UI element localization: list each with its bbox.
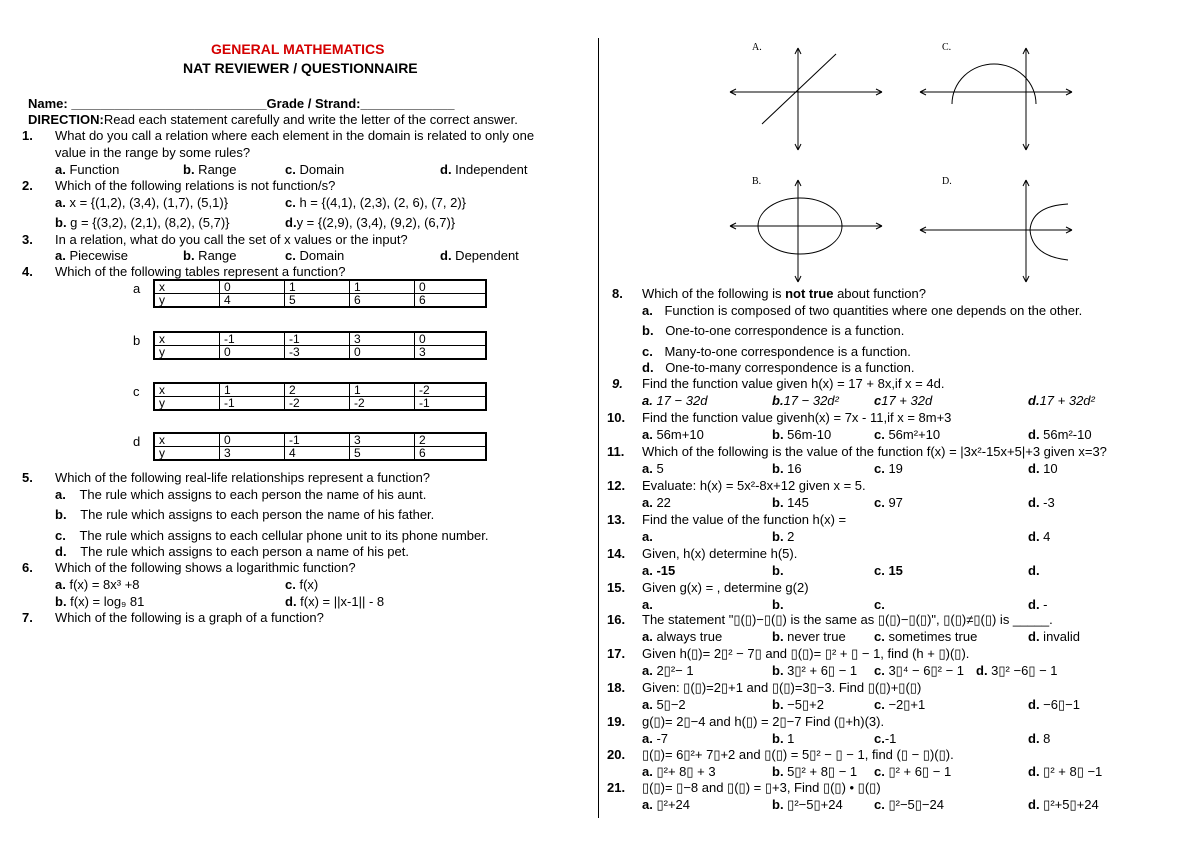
column-divider (598, 38, 599, 818)
choice-b: b. f(x) = log₉ 81 (55, 594, 145, 609)
choice-b: b. 56m-10 (772, 427, 832, 442)
choice-d: d. ▯² + 8▯ −1 (1028, 764, 1103, 779)
choice-a: a. The rule which assigns to each person the name of his aunt. (55, 487, 427, 502)
graph-label-a: A. (752, 42, 762, 53)
question-18-text: Given: ▯(▯)=2▯+1 and ▯(▯)=3▯−3. Find ▯(▯)+▯(▯) (642, 680, 922, 695)
name-grade-line: Name: ___________________________Grade / Strand:_____________ (28, 96, 455, 111)
table-row: y 3 4 5 6 (154, 447, 486, 461)
question-1-text-line2: value in the range by some rules? (55, 145, 251, 160)
question-12-text: Evaluate: h(x) = 5x²-8x+12 given x = 5. (642, 478, 866, 493)
question-number: 17. (607, 646, 626, 661)
table-row: y 0 -3 0 3 (154, 346, 486, 360)
question-number: 16. (607, 612, 626, 627)
question-16-text: The statement "▯(▯)−▯(▯) is the same as ▯(▯)−▯(▯)", ▯(▯)≠▯(▯) is _____. (642, 612, 1053, 627)
question-number: 7. (22, 610, 33, 625)
table-row: x 0 -1 3 2 (154, 433, 486, 447)
choice-c: c. ▯²−5▯−24 (874, 797, 944, 812)
choice-c: c. 15 (874, 563, 903, 578)
choice-b: b. 1 (772, 731, 795, 746)
choice-b: b. 16 (772, 461, 802, 476)
choice-a: a. 5▯−2 (642, 697, 686, 712)
choice-c: c. 19 (874, 461, 903, 476)
question-9-text: Find the function value given h(x) = 17 + 8x,if x = 4d. (642, 376, 945, 391)
choice-b: b. Range (183, 162, 237, 177)
choice-a: a. (642, 529, 653, 544)
choice-d: d. One-to-many correspondence is a function. (642, 360, 915, 375)
question-number: 13. (607, 512, 626, 527)
question-1-text-line1: What do you call a relation where each element in the domain is related to only one (55, 128, 535, 143)
choice-c: c. ▯² + 6▯ − 1 (874, 764, 952, 779)
choice-d: d.y = {(2,9), (3,4), (9,2), (6,7)} (285, 215, 456, 230)
choice-c: c. 56m²+10 (874, 427, 941, 442)
choice-d: d. 10 (1028, 461, 1058, 476)
choice-d: d. Independent (440, 162, 528, 177)
function-table-a (153, 279, 487, 308)
choice-d: d. 4 (1028, 529, 1051, 544)
question-number: 8. (612, 286, 623, 301)
choice-c: c. sometimes true (874, 629, 978, 644)
question-6-text: Which of the following shows a logarithmic function? (55, 560, 356, 575)
graph-label-b: B. (752, 176, 762, 187)
choice-c: c.-1 (874, 731, 897, 746)
choice-a: a. 17 − 32d (642, 393, 708, 408)
choice-a: a. Function is composed of two quantities where one depends on the other. (642, 303, 1083, 318)
choice-b: b. (772, 563, 784, 578)
choice-b: b.17 − 32d² (772, 393, 839, 408)
choice-d: d.17 + 32d² (1028, 393, 1095, 408)
choice-c: c. h = {(4,1), (2,3), (2, 6), (7, 2)} (285, 195, 466, 210)
question-number: 11. (607, 444, 625, 459)
question-10-text: Find the function value givenh(x) = 7x - 11,if x = 8m+3 (642, 410, 952, 425)
choice-c: c. Many-to-one correspondence is a function. (642, 344, 911, 359)
question-2-text: Which of the following relations is not function/s? (55, 178, 336, 193)
choice-a: a. -7 (642, 731, 669, 746)
choice-b: b. 5▯² + 8▯ − 1 (772, 764, 858, 779)
choice-a: a. always true (642, 629, 723, 644)
function-table-c (153, 382, 487, 411)
graph-c (916, 44, 1076, 154)
table-label: d (133, 434, 141, 449)
choice-d: d. (1028, 563, 1040, 578)
choice-a: a. 2▯²− 1 (642, 663, 694, 678)
choice-b: b. never true (772, 629, 846, 644)
choice-d: d. 3▯² −6▯ − 1 (976, 663, 1058, 678)
choice-a: a. 22 (642, 495, 671, 510)
question-number: 14. (607, 546, 626, 561)
choice-a: a. x = {(1,2), (3,4), (1,7), (5,1)} (55, 195, 229, 210)
question-17-text: Given h(▯)= 2▯² − 7▯ and ▯(▯)= ▯² + ▯ − 1, find (h + ▯)(▯). (642, 646, 970, 661)
question-number: 6. (22, 560, 33, 575)
choice-c: c. Domain (285, 248, 345, 263)
table-row: y 4 5 6 6 (154, 294, 486, 308)
choice-d: d. invalid (1028, 629, 1081, 644)
choice-c: c. f(x) (285, 577, 319, 592)
choice-b: b. 145 (772, 495, 809, 510)
choice-b: b. ▯²−5▯+24 (772, 797, 843, 812)
question-number: 10. (607, 410, 626, 425)
question-number: 21. (607, 780, 626, 795)
choice-d: d. 8 (1028, 731, 1051, 746)
document-subtitle: NAT REVIEWER / QUESTIONNAIRE (183, 60, 418, 76)
function-table-b (153, 331, 487, 360)
choice-d: d. The rule which assigns to each person a name of his pet. (55, 544, 409, 559)
direction (28, 112, 518, 127)
graph-d (916, 176, 1076, 286)
choice-c: c. The rule which assigns to each cellular phone unit to its phone number. (55, 528, 489, 543)
choice-d: d. -3 (1028, 495, 1055, 510)
choice-c: c. (874, 597, 885, 612)
choice-b: b. g = {(3,2), (2,1), (8,2), (5,7)} (55, 215, 230, 230)
question-20-text: ▯(▯)= 6▯²+ 7▯+2 and ▯(▯) = 5▯² − ▯ − 1, find (▯ − ▯)(▯). (642, 747, 954, 762)
choice-b: b. The rule which assigns to each person the name of his father. (55, 507, 435, 522)
choice-b: b. Range (183, 248, 237, 263)
question-number: 1. (22, 128, 33, 143)
question-number: 3. (22, 232, 33, 247)
question-3-text: In a relation, what do you call the set of x values or the input? (55, 232, 408, 247)
choice-a: a. ▯²+24 (642, 797, 690, 812)
question-4-text: Which of the following tables represent a function? (55, 264, 346, 279)
choice-c: c. Domain (285, 162, 345, 177)
choice-d: d. ▯²+5▯+24 (1028, 797, 1099, 812)
choice-d: d. 56m²-10 (1028, 427, 1092, 442)
function-table-d (153, 432, 487, 461)
choice-b: b. 2 (772, 529, 795, 544)
document-title: GENERAL MATHEMATICS (211, 41, 385, 57)
choice-c: c. 3▯⁴ − 6▯² − 1 (874, 663, 964, 678)
choice-c: c. 97 (874, 495, 903, 510)
graph-b (726, 176, 886, 286)
question-number: 12. (607, 478, 626, 493)
choice-a: a. 5 (642, 461, 664, 476)
question-7-text: Which of the following is a graph of a function? (55, 610, 324, 625)
choice-b: b. (772, 597, 784, 612)
choice-a: a. 56m+10 (642, 427, 704, 442)
direction-label: DIRECTION: (28, 112, 104, 127)
question-number: 19. (607, 714, 626, 729)
choice-c: c. −2▯+1 (874, 697, 926, 712)
table-label: a (133, 281, 141, 296)
direction-text: Read each statement carefully and write the letter of the correct answer. (103, 112, 518, 127)
table-label: b (133, 333, 141, 348)
choice-a: a. Piecewise (55, 248, 128, 263)
question-number: 2. (22, 178, 33, 193)
choice-a: a. Function (55, 162, 120, 177)
question-number: 15. (607, 580, 626, 595)
question-13-text: Find the value of the function h(x) = (642, 512, 847, 527)
question-number: 18. (607, 680, 626, 695)
question-15-text: Given g(x) = , determine g(2) (642, 580, 809, 595)
table-row: x 1 2 1 -2 (154, 383, 486, 397)
choice-d: d. f(x) = ||x-1|| - 8 (285, 594, 385, 609)
choice-d: d. Dependent (440, 248, 519, 263)
choice-c: c17 + 32d (874, 393, 933, 408)
question-number: 9. (612, 376, 623, 391)
question-5-text: Which of the following real-life relationships represent a function? (55, 470, 431, 485)
choice-a: a. ▯²+ 8▯ + 3 (642, 764, 716, 779)
choice-b: b. 3▯² + 6▯ − 1 (772, 663, 858, 678)
choice-a: a. (642, 597, 653, 612)
table-label: c (133, 384, 140, 399)
choice-a: a. -15 (642, 563, 676, 578)
table-row: x 0 1 1 0 (154, 280, 486, 294)
question-21-text: ▯(▯)= ▯−8 and ▯(▯) = ▯+3, Find ▯(▯) • ▯(▯) (642, 780, 881, 795)
choice-a: a. f(x) = 8x³ +8 (55, 577, 140, 592)
question-8-text: Which of the following is not true about function? (642, 286, 926, 301)
table-row: x -1 -1 3 0 (154, 332, 486, 346)
question-14-text: Given, h(x) determine h(5). (642, 546, 798, 561)
question-number: 4. (22, 264, 33, 279)
choice-d: d. - (1028, 597, 1048, 612)
graph-label-c: C. (942, 42, 952, 53)
graph-label-d: D. (942, 176, 952, 187)
choice-b: b. −5▯+2 (772, 697, 824, 712)
question-number: 20. (607, 747, 626, 762)
choice-d: d. −6▯−1 (1028, 697, 1080, 712)
graph-a (726, 44, 886, 154)
question-19-text: g(▯)= 2▯−4 and h(▯) = 2▯−7 Find (▯+h)(3). (642, 714, 885, 729)
choice-b: b. One-to-one correspondence is a function. (642, 323, 905, 338)
question-number: 5. (22, 470, 33, 485)
question-11-text: Which of the following is the value of the function f(x) = |3x²-15x+5|+3 given x=3? (642, 444, 1107, 459)
table-row: y -1 -2 -2 -1 (154, 397, 486, 411)
